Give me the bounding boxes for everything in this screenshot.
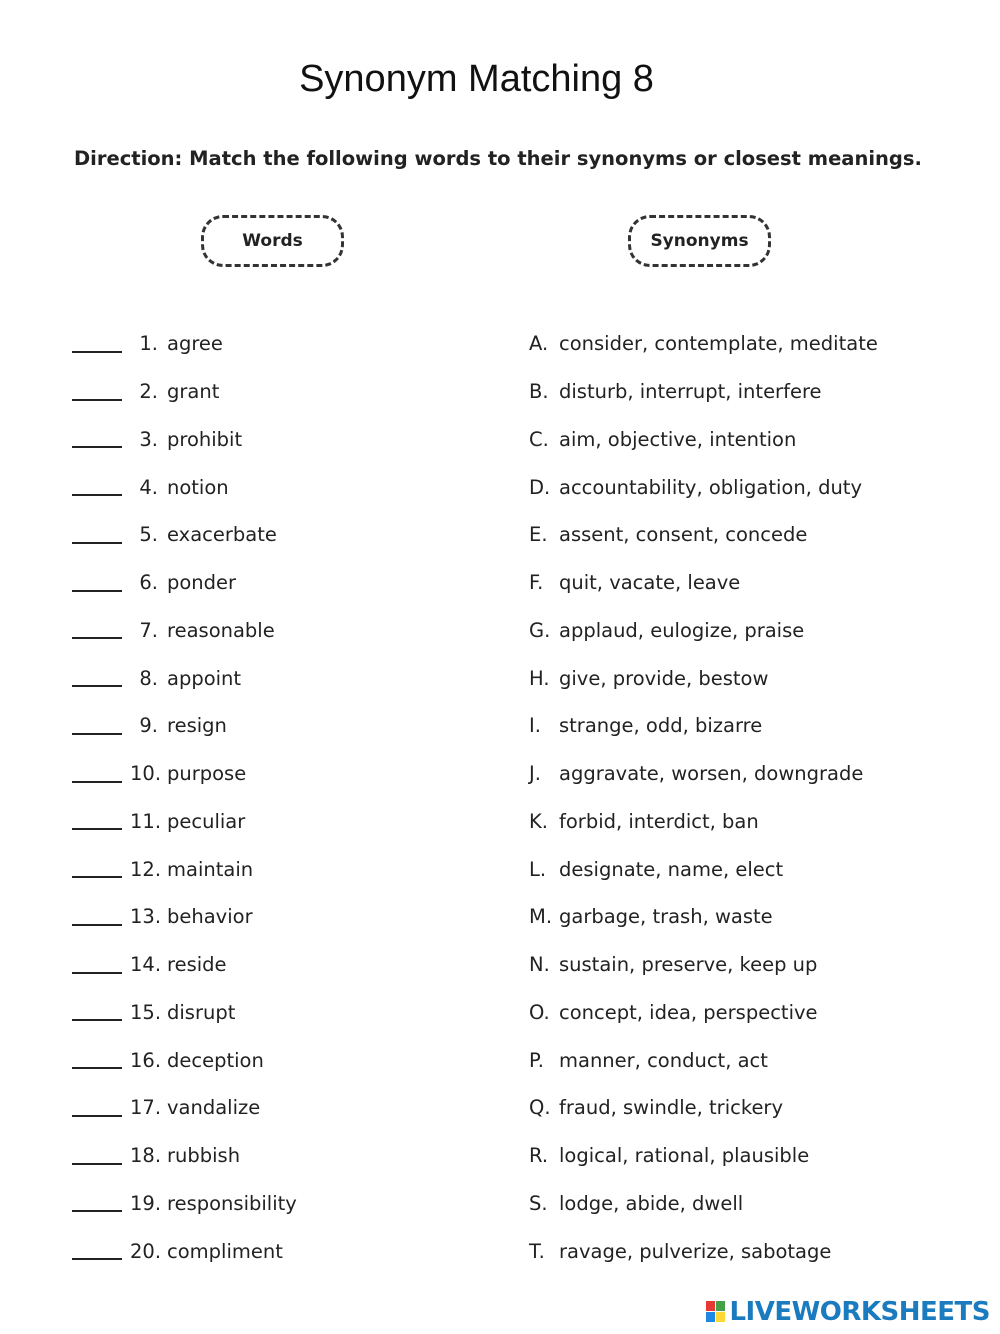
word-item: [72, 511, 492, 559]
word-item: [72, 654, 492, 702]
word-number: 5.: [139, 523, 158, 547]
word-text: rubbish: [167, 1144, 241, 1168]
word-number: 13.: [130, 905, 162, 929]
word-number: 18.: [130, 1144, 162, 1168]
synonym-item: [529, 1180, 969, 1228]
synonyms-header-badge: [628, 215, 771, 267]
synonym-item: [529, 989, 969, 1037]
answer-blank[interactable]: [72, 1011, 122, 1021]
word-text: appoint: [167, 666, 242, 690]
answer-blank[interactable]: [72, 820, 122, 830]
synonym-letter: K.: [529, 809, 548, 833]
answer-blank[interactable]: [72, 438, 122, 448]
words-header-badge: [201, 215, 344, 267]
word-text: prohibit: [167, 427, 243, 451]
synonym-text: fraud, swindle, trickery: [559, 1096, 783, 1120]
synonym-text: logical, rational, plausible: [559, 1144, 810, 1168]
answer-blank[interactable]: [72, 868, 122, 878]
word-item: [72, 368, 492, 416]
synonym-item: [529, 1227, 969, 1275]
word-item: [72, 702, 492, 750]
liveworksheets-logo-icon: [706, 1301, 726, 1323]
synonym-text: garbage, trash, waste: [559, 905, 773, 929]
word-item: [72, 1180, 492, 1228]
word-item: [72, 893, 492, 941]
word-item: [72, 416, 492, 464]
word-text: responsibility: [167, 1191, 297, 1215]
synonym-item: [529, 702, 969, 750]
synonym-text: aggravate, worsen, downgrade: [559, 762, 864, 786]
word-item: [72, 320, 492, 368]
synonym-text: sustain, preserve, keep up: [559, 953, 818, 977]
synonym-item: [529, 798, 969, 846]
word-text: behavior: [167, 905, 253, 929]
word-text: purpose: [167, 762, 247, 786]
synonym-letter: A.: [529, 332, 549, 356]
words-header-label: Words: [242, 231, 303, 251]
synonym-item: [529, 320, 969, 368]
answer-blank[interactable]: [72, 582, 122, 592]
word-number: 9.: [139, 714, 158, 738]
answer-blank[interactable]: [72, 1107, 122, 1117]
answer-blank[interactable]: [72, 629, 122, 639]
synonym-text: assent, consent, concede: [559, 523, 808, 547]
synonym-item: [529, 654, 969, 702]
word-number: 7.: [139, 618, 158, 642]
word-number: 1.: [139, 332, 158, 356]
word-number: 8.: [139, 666, 158, 690]
word-number: 3.: [139, 427, 158, 451]
synonym-item: [529, 1132, 969, 1180]
word-item: [72, 607, 492, 655]
synonym-text: applaud, eulogize, praise: [559, 618, 805, 642]
synonym-letter: L.: [529, 857, 547, 881]
word-text: vandalize: [167, 1096, 261, 1120]
synonym-item: [529, 463, 969, 511]
word-text: resign: [167, 714, 227, 738]
word-text: disrupt: [167, 1000, 236, 1024]
synonym-letter: M.: [529, 905, 553, 929]
answer-blank[interactable]: [72, 1059, 122, 1069]
answer-blank[interactable]: [72, 343, 122, 353]
synonym-text: strange, odd, bizarre: [559, 714, 763, 738]
answer-blank[interactable]: [72, 773, 122, 783]
synonym-item: [529, 607, 969, 655]
answer-blank[interactable]: [72, 486, 122, 496]
word-text: notion: [167, 475, 229, 499]
word-item: [72, 845, 492, 893]
synonym-text: lodge, abide, dwell: [559, 1191, 744, 1215]
word-number: 16.: [130, 1048, 162, 1072]
synonym-text: ravage, pulverize, sabotage: [559, 1239, 832, 1263]
word-number: 11.: [130, 809, 162, 833]
answer-blank[interactable]: [72, 1250, 122, 1260]
synonym-letter: B.: [529, 380, 549, 404]
word-text: deception: [167, 1048, 264, 1072]
synonym-item: [529, 368, 969, 416]
synonyms-list: [529, 320, 969, 1275]
synonym-item: [529, 559, 969, 607]
answer-blank[interactable]: [72, 1202, 122, 1212]
synonym-letter: H.: [529, 666, 550, 690]
answer-blank[interactable]: [72, 391, 122, 401]
synonym-text: designate, name, elect: [559, 857, 784, 881]
word-number: 12.: [130, 857, 162, 881]
word-text: compliment: [167, 1239, 283, 1263]
word-number: 15.: [130, 1000, 162, 1024]
word-number: 17.: [130, 1096, 162, 1120]
synonym-text: consider, contemplate, meditate: [559, 332, 878, 356]
synonym-letter: J.: [529, 762, 541, 786]
synonym-item: [529, 941, 969, 989]
words-list: [72, 320, 492, 1275]
answer-blank[interactable]: [72, 725, 122, 735]
word-item: [72, 941, 492, 989]
synonym-text: accountability, obligation, duty: [559, 475, 862, 499]
synonym-letter: R.: [529, 1144, 549, 1168]
synonym-text: aim, objective, intention: [559, 427, 797, 451]
synonym-letter: O.: [529, 1000, 550, 1024]
word-number: 6.: [139, 571, 158, 595]
word-number: 10.: [130, 762, 162, 786]
word-number: 2.: [139, 380, 158, 404]
answer-blank[interactable]: [72, 534, 122, 544]
synonym-text: quit, vacate, leave: [559, 571, 741, 595]
word-number: 4.: [139, 475, 158, 499]
synonym-letter: E.: [529, 523, 548, 547]
word-item: [72, 559, 492, 607]
synonym-item: [529, 893, 969, 941]
word-text: grant: [167, 380, 220, 404]
answer-blank[interactable]: [72, 916, 122, 926]
synonym-letter: C.: [529, 427, 549, 451]
page-title: Synonym Matching 8: [299, 58, 654, 100]
synonym-text: disturb, interrupt, interfere: [559, 380, 822, 404]
synonym-letter: N.: [529, 953, 550, 977]
word-text: ponder: [167, 571, 237, 595]
synonym-item: [529, 1084, 969, 1132]
word-text: exacerbate: [167, 523, 277, 547]
word-text: reasonable: [167, 618, 275, 642]
answer-blank[interactable]: [72, 1155, 122, 1165]
word-text: reside: [167, 953, 227, 977]
synonym-item: [529, 1036, 969, 1084]
word-item: [72, 989, 492, 1037]
synonym-letter: S.: [529, 1191, 548, 1215]
synonym-letter: D.: [529, 475, 551, 499]
synonym-letter: I.: [529, 714, 541, 738]
synonym-item: [529, 511, 969, 559]
word-number: 14.: [130, 953, 162, 977]
word-item: [72, 463, 492, 511]
word-text: maintain: [167, 857, 254, 881]
synonym-letter: P.: [529, 1048, 544, 1072]
word-item: [72, 1036, 492, 1084]
word-item: [72, 750, 492, 798]
synonym-item: [529, 416, 969, 464]
synonyms-header-label: Synonyms: [650, 231, 749, 251]
synonym-letter: G.: [529, 618, 551, 642]
synonym-text: forbid, interdict, ban: [559, 809, 759, 833]
synonym-letter: F.: [529, 571, 544, 595]
liveworksheets-logo: [706, 1297, 990, 1327]
liveworksheets-logo-text: LIVEWORKSHEETS: [729, 1297, 990, 1327]
answer-blank[interactable]: [72, 677, 122, 687]
word-item: [72, 1084, 492, 1132]
word-item: [72, 1227, 492, 1275]
word-number: 20.: [130, 1239, 162, 1263]
word-number: 19.: [130, 1191, 162, 1215]
word-item: [72, 798, 492, 846]
synonym-letter: T.: [529, 1239, 545, 1263]
word-item: [72, 1132, 492, 1180]
directions-text: Direction: Match the following words to their synonyms or closest meanings.: [74, 147, 922, 170]
synonym-text: concept, idea, perspective: [559, 1000, 818, 1024]
answer-blank[interactable]: [72, 964, 122, 974]
word-text: agree: [167, 332, 223, 356]
synonym-text: give, provide, bestow: [559, 666, 769, 690]
synonym-letter: Q.: [529, 1096, 551, 1120]
synonym-item: [529, 750, 969, 798]
synonym-item: [529, 845, 969, 893]
synonym-text: manner, conduct, act: [559, 1048, 768, 1072]
word-text: peculiar: [167, 809, 246, 833]
